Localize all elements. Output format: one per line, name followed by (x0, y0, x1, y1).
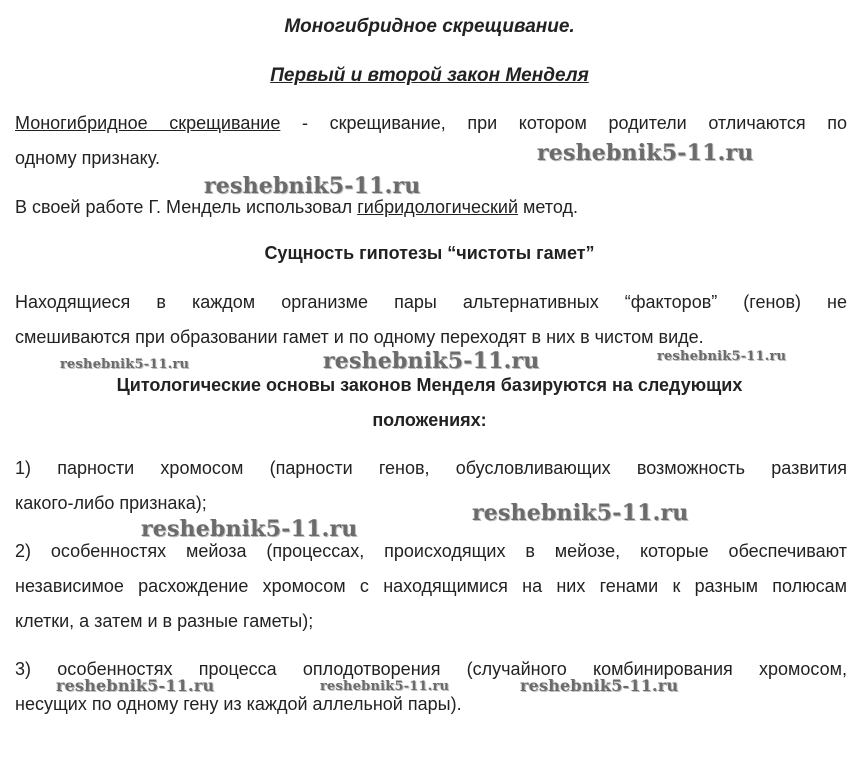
method-term: гибридологический (357, 197, 519, 217)
list-item-3-line-1: 3) особенностях процесса оплодотворения (случайного комбинирования хромосом, (15, 659, 847, 679)
list-item-2-line-3: клетки, а затем и в разные гаметы); (15, 611, 314, 631)
cytology-heading-line-1: Цитологические основы законов Менделя базируются на следующих (116, 375, 743, 395)
hypothesis-line-2: смешиваются при образовании гамет и по одному переходят в них в чистом виде. (15, 327, 704, 347)
watermark: reshebnik5-11.ru (141, 516, 358, 542)
definition-line-2: одному признаку. (15, 148, 160, 168)
watermark: reshebnik5-11.ru (60, 357, 190, 372)
method-pre: В своей работе Г. Мендель использовал (15, 197, 358, 217)
document-subtitle: Первый и второй закон Менделя (270, 65, 589, 86)
definition-term: Моногибридное скрещивание (15, 113, 281, 133)
list-item-1-line-2: какого-либо признака); (15, 493, 207, 513)
watermark: reshebnik5-11.ru (520, 676, 679, 695)
document-title: Моногибридное скрещивание. (284, 16, 575, 37)
watermark: reshebnik5-11.ru (320, 679, 450, 694)
watermark: reshebnik5-11.ru (537, 140, 754, 166)
cytology-heading-line-2: положениях: (372, 410, 487, 430)
list-item-2-line-2: независимое расхождение хромосом с находящимися на них генами к разным полюсам (15, 576, 847, 596)
watermark: reshebnik5-11.ru (472, 500, 689, 526)
list-item-3-line-2: несущих по одному гену из каждой аллельной пары). (15, 694, 462, 714)
hypothesis-heading: Сущность гипотезы “чистоты гамет” (264, 243, 595, 263)
list-item-1-line-1: 1) парности хромосом (парности генов, обусловливающих возможность развития (15, 458, 847, 478)
watermark: reshebnik5-11.ru (657, 349, 787, 364)
watermark: reshebnik5-11.ru (204, 173, 421, 199)
watermark: reshebnik5-11.ru (56, 676, 215, 695)
method-sentence (15, 190, 847, 225)
definition-text: - скрещивание, при котором родители отличаются по (280, 113, 847, 133)
method-post: метод. (518, 197, 578, 217)
definition-line-1 (15, 106, 847, 141)
watermark: reshebnik5-11.ru (323, 348, 540, 374)
hypothesis-line-1: Находящиеся в каждом организме пары альтернативных “факторов” (генов) не (15, 292, 847, 312)
list-item-2-line-1: 2) особенностях мейоза (процессах, происходящих в мейозе, которые обеспечивают (15, 541, 847, 561)
